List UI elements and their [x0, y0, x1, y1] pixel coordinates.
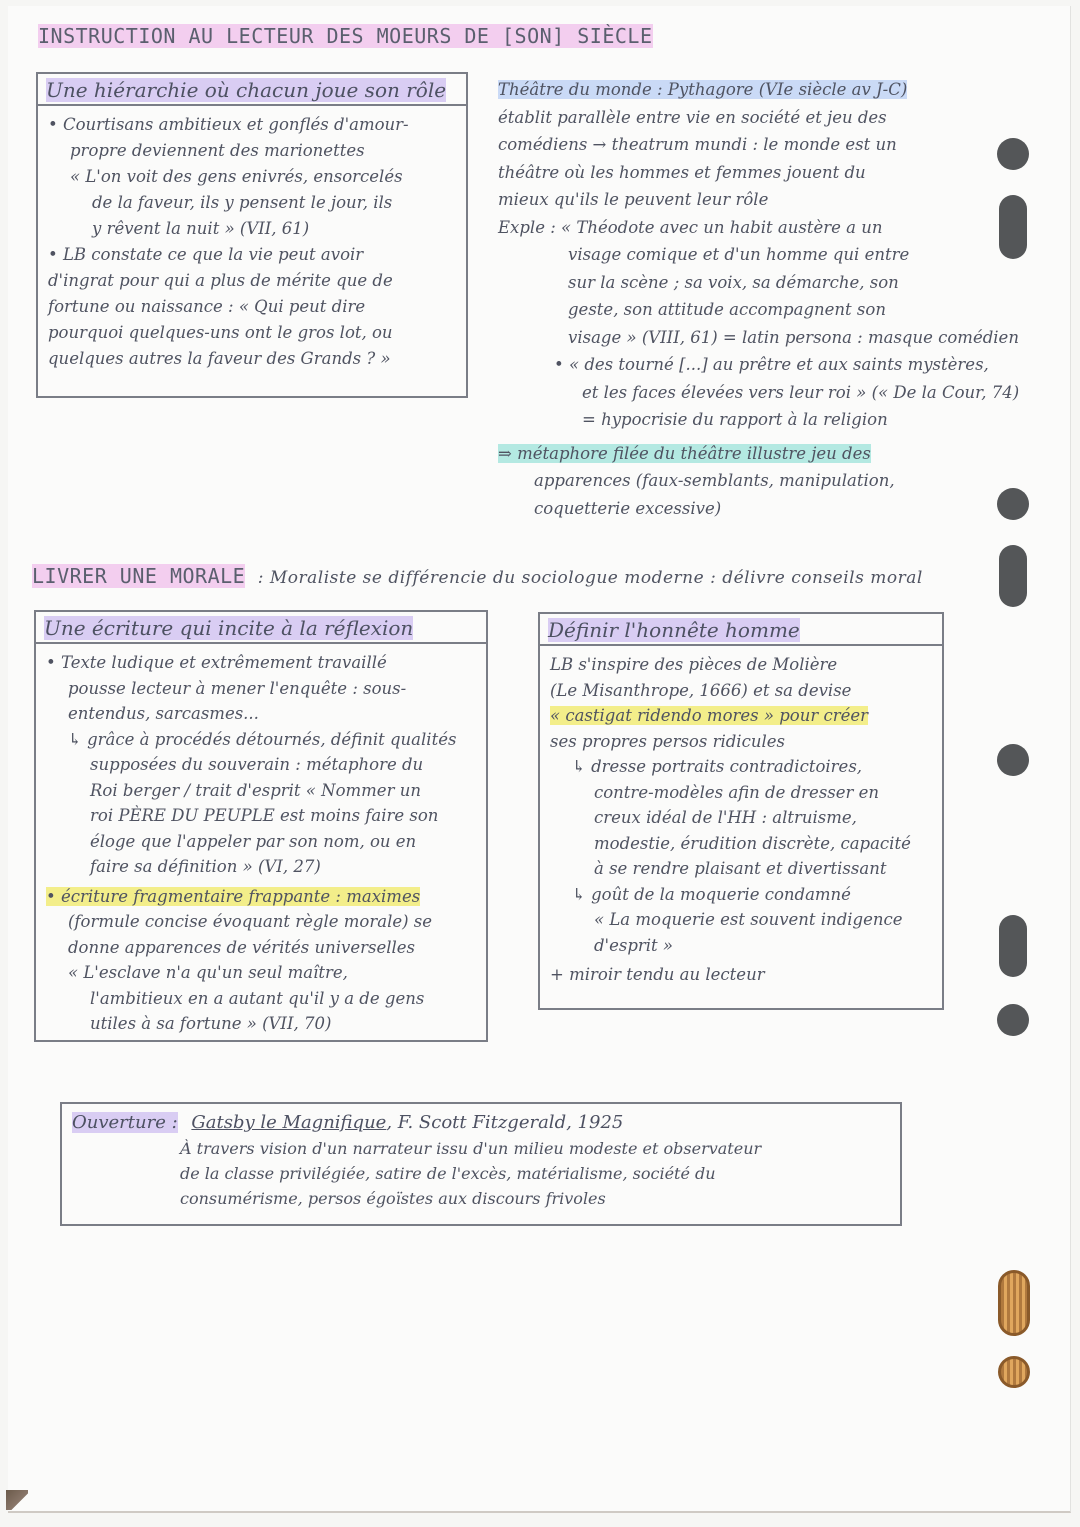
binder-hole-6	[999, 915, 1027, 977]
line: y rêvent la nuit » (VII, 61)	[92, 219, 310, 238]
binder-hole-3	[997, 488, 1029, 520]
box-reflexion	[34, 610, 488, 1042]
line: supposées du souverain : métaphore du	[90, 755, 424, 774]
page-title: INSTRUCTION AU LECTEUR DES MOEURS DE [SON] SIÈCLE	[38, 24, 653, 48]
line: ↳ dresse portraits contradictoires,	[572, 757, 863, 776]
line: ses propres persos ridicules	[550, 731, 785, 751]
line: • Courtisans ambitieux et gonflés d'amour-	[48, 115, 409, 134]
line: Théâtre du monde : Pythagore (VIe siècle av J-C)	[498, 80, 908, 99]
box-hierarchie-heading: Une hiérarchie où chacun joue son rôle	[38, 74, 466, 106]
line: théâtre où les hommes et femmes jouent du	[498, 162, 866, 182]
binder-hole-1	[997, 138, 1029, 170]
line: de la classe privilégiée, satire de l'excès, matérialisme, société du	[180, 1164, 716, 1183]
box-honnete-homme	[538, 612, 944, 1010]
line: Roi berger / trait d'esprit « Nommer un	[90, 780, 421, 800]
line: à se rendre plaisant et divertissant	[594, 859, 887, 878]
binder-hole-4	[999, 545, 1027, 607]
binder-ring-2	[998, 1356, 1030, 1388]
line: visage comique et d'un homme qui entre	[568, 245, 910, 264]
line: propre deviennent des marionettes	[70, 141, 365, 160]
box-hierarchie	[36, 72, 468, 398]
line: « castigat ridendo mores » pour créer	[550, 706, 869, 725]
binder-ring-1	[998, 1270, 1030, 1336]
line: entendus, sarcasmes...	[68, 704, 259, 723]
line: (Le Misanthrope, 1666) et sa devise	[550, 680, 852, 700]
line: et les faces élevées vers leur roi » (« De la Cour, 74)	[582, 382, 1020, 402]
line: (formule concise évoquant règle morale) se	[68, 912, 433, 931]
line: = hypocrisie du rapport à la religion	[582, 410, 888, 429]
line: visage » (VIII, 61) = latin persona : masque comédien	[568, 327, 1019, 347]
page-corner	[6, 1490, 28, 1510]
line: sur la scène ; sa voix, sa démarche, son	[568, 272, 899, 292]
line: mieux qu'ils le peuvent leur rôle	[498, 190, 769, 209]
line: consumérisme, persos égoïstes aux discours frivoles	[180, 1189, 606, 1208]
line: modestie, érudition discrète, capacité	[594, 833, 911, 853]
line: contre-modèles afin de dresser en	[594, 782, 880, 802]
line: ⇒ métaphore filée du théâtre illustre jeu des	[498, 443, 871, 463]
box-hierarchie-body	[38, 106, 466, 378]
line: roi PÈRE DU PEUPLE est moins faire son	[90, 806, 439, 825]
line: geste, son attitude accompagnent son	[568, 300, 886, 319]
binder-hole-7	[997, 1004, 1029, 1036]
box-ouverture	[60, 1102, 902, 1226]
line: pousse lecteur à mener l'enquête : sous-	[68, 678, 407, 698]
box-reflexion-heading: Une écriture qui incite à la réflexion	[36, 612, 486, 644]
line: ↳ grâce à procédés détournés, définit qualités	[68, 729, 457, 749]
theatre-du-monde	[498, 76, 1020, 522]
ouverture-body	[72, 1136, 890, 1211]
line: quelques autres la faveur des Grands ? »	[48, 349, 391, 368]
line: creux idéal de l'HH : altruisme,	[594, 808, 857, 827]
line: • « des tourné [...] au prêtre et aux saints mystères,	[554, 355, 989, 374]
line: comédiens → theatrum mundi : le monde est un	[498, 135, 897, 154]
line: ↳ goût de la moquerie condamné	[572, 884, 851, 904]
line: coquetterie excessive)	[534, 498, 722, 518]
line: pourquoi quelques-uns ont le gros lot, ou	[48, 323, 393, 342]
line: À travers vision d'un narrateur issu d'un milieu modeste et observateur	[180, 1139, 762, 1158]
line: LB s'inspire des pièces de Molière	[550, 655, 838, 674]
section-title-morale: LIVRER UNE MORALE : Moraliste se différencie du sociologue moderne : délivre conseils moral	[32, 564, 923, 588]
line: donne apparences de vérités universelles	[68, 937, 416, 957]
line: + miroir tendu au lecteur	[550, 965, 765, 984]
line: d'ingrat pour qui a plus de mérite que de	[48, 271, 393, 290]
box-reflexion-body	[36, 644, 486, 1043]
line: d'esprit »	[594, 935, 674, 955]
box-honnete-heading: Définir l'honnête homme	[540, 614, 942, 646]
line: • Texte ludique et extrêmement travaillé	[46, 653, 387, 672]
line: « L'on voit des gens enivrés, ensorcelés	[70, 167, 403, 186]
line: • écriture fragmentaire frappante : maximes	[46, 886, 421, 906]
binder-hole-2	[999, 195, 1027, 259]
line: de la faveur, ils y pensent le jour, ils	[92, 193, 393, 212]
line: fortune ou naissance : « Qui peut dire	[48, 297, 366, 316]
ouverture-heading: Ouverture : Gatsby le Magnifique, F. Scott Fitzgerald, 1925	[72, 1112, 624, 1133]
line: établit parallèle entre vie en société et jeu des	[498, 107, 887, 127]
line: Exple : « Théodote avec un habit austère a un	[498, 217, 883, 237]
line: faire sa définition » (VI, 27)	[90, 857, 321, 876]
box-honnete-body	[540, 646, 942, 994]
line: « La moquerie est souvent indigence	[594, 910, 903, 929]
line: éloge que l'appeler par son nom, ou en	[90, 831, 417, 851]
line: utiles à sa fortune » (VII, 70)	[90, 1014, 332, 1033]
binder-hole-5	[997, 744, 1029, 776]
line: • LB constate ce que la vie peut avoir	[48, 245, 364, 264]
line: « L'esclave n'a qu'un seul maître,	[68, 963, 348, 982]
line: l'ambitieux en a autant qu'il y a de gens	[90, 988, 425, 1008]
line: apparences (faux-semblants, manipulation,	[534, 471, 895, 490]
